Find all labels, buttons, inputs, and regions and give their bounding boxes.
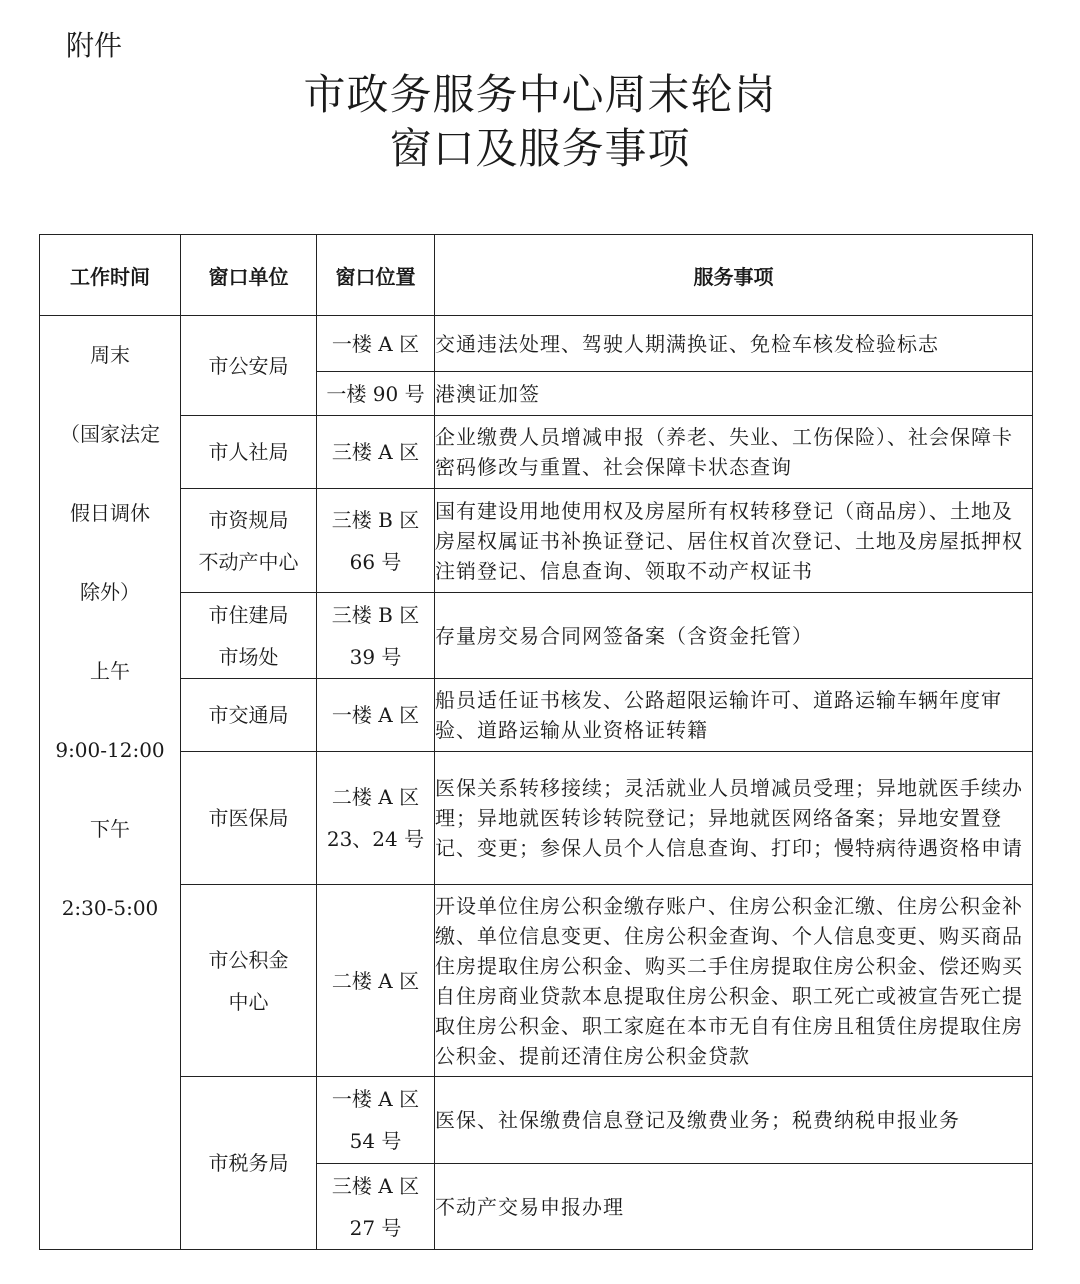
- location-line-2: 39 号: [349, 644, 402, 669]
- unit-cell: 市公安局: [181, 316, 317, 416]
- location-line-2: 27 号: [349, 1215, 402, 1240]
- work-time-pm-hours: 2:30-5:00: [61, 896, 159, 920]
- location-line-1: 三楼 B 区: [331, 507, 420, 532]
- table-row: [40, 885, 1033, 1077]
- location-cell: [317, 1077, 435, 1164]
- service-cell: 医保关系转移接续；灵活就业人员增减员受理；异地就医手续办理；异地就医转诊转院登记；异地就医网络备案；异地安置登记、变更；参保人员个人信息查询、打印；慢特病待遇资格申请: [435, 752, 1033, 885]
- service-cell: 开设单位住房公积金缴存账户、住房公积金汇缴、住房公积金补缴、单位信息变更、住房公积金查询、个人信息变更、购买商品住房提取住房公积金、购买二手住房提取住房公积金、偿还购买自住房商业贷款本息提取住房公积金、职工死亡或被宣告死亡提取住房公积金、职工家庭在本市无自有住房且租赁住房提取住房公积金、提前还清住房公积金贷款: [435, 885, 1033, 1077]
- location-cell: 一楼 A 区: [317, 316, 435, 372]
- title-line-1: 市政务服务中心周末轮岗: [303, 70, 777, 119]
- work-time-note-2: 假日调休: [70, 501, 150, 525]
- service-cell: 船员适任证书核发、公路超限运输许可、道路运输车辆年度审验、道路运输从业资格证转籍: [435, 679, 1033, 752]
- location-line-2: 54 号: [349, 1129, 402, 1153]
- title-line-2: 窗口及服务事项: [389, 124, 691, 173]
- work-time-cell: [40, 316, 181, 1250]
- table-row: [40, 1077, 1033, 1164]
- unit-line-2: 市场处: [218, 644, 279, 669]
- location-cell: [317, 593, 435, 679]
- location-cell: 二楼 A 区: [317, 885, 435, 1077]
- header-unit: 窗口单位: [181, 235, 317, 316]
- location-line-2: 23、24 号: [326, 827, 425, 851]
- unit-cell: 市税务局: [181, 1077, 317, 1250]
- unit-line-2: 不动产中心: [198, 549, 299, 574]
- table-row: [40, 752, 1033, 885]
- service-cell: 企业缴费人员增减申报（养老、失业、工伤保险）、社会保障卡密码修改与重置、社会保障卡状态查询: [435, 416, 1033, 489]
- location-line-1: 三楼 A 区: [331, 1173, 420, 1198]
- unit-cell: 市人社局: [181, 416, 317, 489]
- table-row: [40, 416, 1033, 489]
- work-time-note-3: 除外）: [80, 580, 140, 604]
- service-table: [39, 234, 1033, 1250]
- header-location: 窗口位置: [317, 235, 435, 316]
- work-time-day: 周末: [90, 343, 130, 367]
- header-service: 服务事项: [435, 235, 1033, 316]
- service-cell: 医保、社保缴费信息登记及缴费业务；税费纳税申报业务: [435, 1077, 1033, 1164]
- location-cell: [317, 752, 435, 885]
- attachment-label: 附件: [66, 29, 123, 62]
- unit-cell: [181, 593, 317, 679]
- service-cell: 交通违法处理、驾驶人期满换证、免检车核发检验标志: [435, 316, 1033, 372]
- location-cell: [317, 1164, 435, 1250]
- table-row: [40, 489, 1033, 593]
- location-cell: [317, 489, 435, 593]
- work-time-am-label: 上午: [90, 659, 130, 683]
- location-cell: 一楼 90 号: [317, 372, 435, 416]
- unit-cell: 市交通局: [181, 679, 317, 752]
- service-cell: 国有建设用地使用权及房屋所有权转移登记（商品房）、土地及房屋权属证书补换证登记、居住权首次登记、土地及房屋抵押权注销登记、信息查询、领取不动产权证书: [435, 489, 1033, 593]
- location-line-1: 三楼 B 区: [331, 602, 420, 627]
- header-row: [40, 235, 1033, 316]
- table-row: [40, 593, 1033, 679]
- location-line-1: 二楼 A 区: [331, 785, 420, 809]
- service-cell: 存量房交易合同网签备案（含资金托管）: [435, 593, 1033, 679]
- service-cell: 港澳证加签: [435, 372, 1033, 416]
- work-time-am-hours: 9:00-12:00: [55, 738, 165, 762]
- location-cell: 三楼 A 区: [317, 416, 435, 489]
- unit-line-1: 市公积金: [208, 947, 289, 972]
- table-row: [40, 679, 1033, 752]
- unit-cell: 市医保局: [181, 752, 317, 885]
- location-line-2: 66 号: [349, 549, 402, 574]
- unit-line-1: 市资规局: [208, 507, 289, 532]
- location-cell: 一楼 A 区: [317, 679, 435, 752]
- header-time: 工作时间: [40, 235, 181, 316]
- location-line-1: 一楼 A 区: [331, 1087, 420, 1111]
- work-time-note-1: （国家法定: [60, 422, 160, 446]
- page-title: [0, 68, 1080, 176]
- work-time-pm-label: 下午: [90, 817, 130, 841]
- service-cell: 不动产交易申报办理: [435, 1164, 1033, 1250]
- unit-line-1: 市住建局: [208, 602, 289, 627]
- unit-cell: [181, 885, 317, 1077]
- table-row: [40, 316, 1033, 372]
- unit-cell: [181, 489, 317, 593]
- unit-line-2: 中心: [228, 989, 269, 1014]
